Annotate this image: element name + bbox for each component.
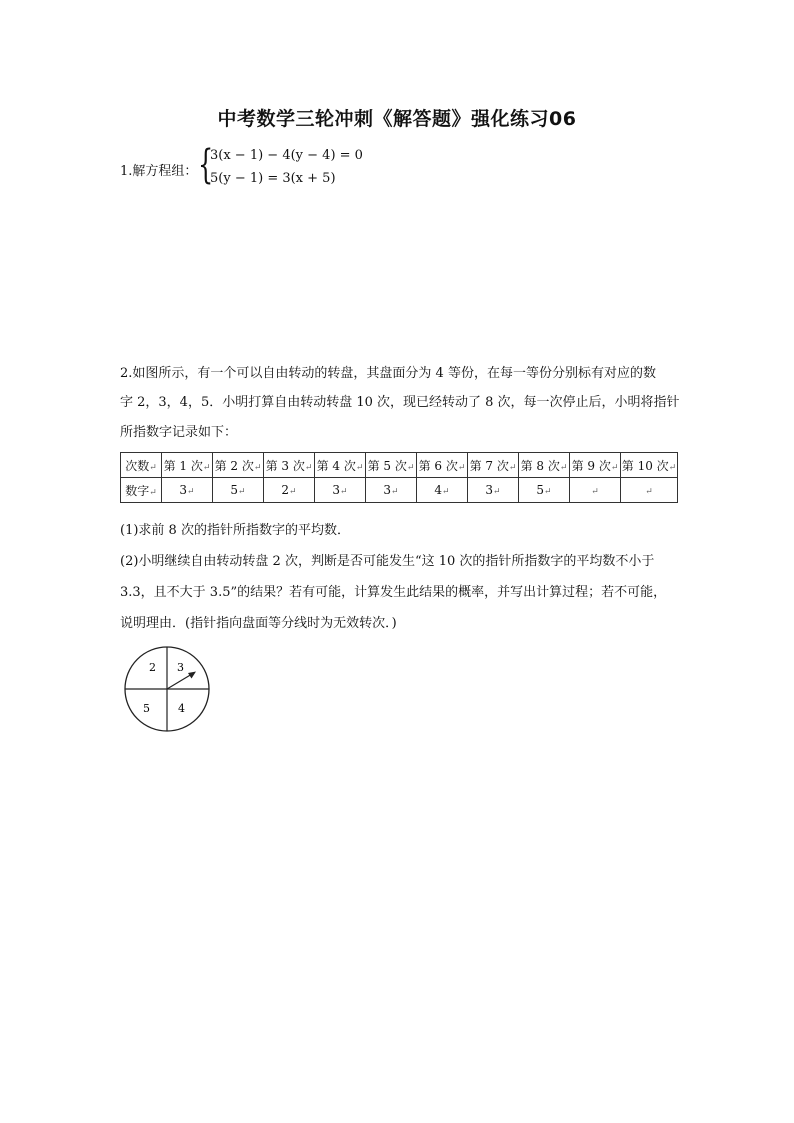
system-brace: { xyxy=(198,142,214,188)
table-cell: 3↵ xyxy=(468,478,519,503)
question-2-line-1: 2.如图所示，有一个可以自由转动的转盘，其盘面分为 4 等份，在每一等份分别标有对应的数 xyxy=(120,366,656,381)
question-2-line-3: 所指数字记录如下： xyxy=(120,425,238,440)
sector-label-3: 3 xyxy=(177,661,184,674)
table-header-cell: 第 6 次↵ xyxy=(417,453,468,478)
question-2-part-2-line-1: (2)小明继续自由转动转盘 2 次，判断是否可能发生“这 10 次的指针所指数字的平均数不小于 xyxy=(120,554,655,569)
spinner-diagram xyxy=(122,646,212,734)
spinner-pointer xyxy=(167,674,192,689)
table-header-cell: 第 3 次↵ xyxy=(264,453,315,478)
table-header-row xyxy=(121,453,678,478)
sector-label-4: 4 xyxy=(178,702,185,715)
table-header-cell: 第 10 次↵ xyxy=(621,453,678,478)
table-header-cell: 第 2 次↵ xyxy=(213,453,264,478)
table-cell: 4↵ xyxy=(417,478,468,503)
spin-record-table xyxy=(120,452,678,503)
table-header-cell: 第 4 次↵ xyxy=(315,453,366,478)
table-header-cell: 第 9 次↵ xyxy=(570,453,621,478)
question-1-label: 1.解方程组： xyxy=(120,164,198,179)
table-header-cell: 第 8 次↵ xyxy=(519,453,570,478)
table-header-cell: 第 7 次↵ xyxy=(468,453,519,478)
table-cell: ↵ xyxy=(621,478,678,503)
equation-2: 5(y − 1) = 3(x + 5) xyxy=(210,171,336,186)
table-cell: 3↵ xyxy=(162,478,213,503)
table-cell: 2↵ xyxy=(264,478,315,503)
table-header-cell: 第 5 次↵ xyxy=(366,453,417,478)
table-value-row xyxy=(121,478,678,503)
question-2-part-2-line-3: 说明理由．(指针指向盘面等分线时为无效转次．) xyxy=(120,616,397,631)
table-cell: 5↵ xyxy=(213,478,264,503)
table-cell: 3↵ xyxy=(315,478,366,503)
equation-1: 3(x − 1) − 4(y − 4) = 0 xyxy=(210,148,363,163)
question-2-part-2-line-2: 3.3，且不大于 3.5”的结果？若有可能，计算发生此结果的概率，并写出计算过程；若不可能， xyxy=(120,585,667,600)
question-2-part-1: (1)求前 8 次的指针所指数字的平均数． xyxy=(120,523,350,538)
table-row-label: 数字↵ xyxy=(121,478,162,503)
table-cell: ↵ xyxy=(570,478,621,503)
question-2-line-2: 字 2，3，4，5．小明打算自由转动转盘 10 次，现已经转动了 8 次，每一次停止后，小明将指针 xyxy=(120,395,680,410)
sector-label-2: 2 xyxy=(149,661,156,674)
table-cell: 5↵ xyxy=(519,478,570,503)
table-header-label: 次数↵ xyxy=(121,453,162,478)
table-cell: 3↵ xyxy=(366,478,417,503)
sector-label-5: 5 xyxy=(143,702,150,715)
table-header-cell: 第 1 次↵ xyxy=(162,453,213,478)
page-title: 中考数学三轮冲刺《解答题》强化练习06 xyxy=(217,108,577,130)
